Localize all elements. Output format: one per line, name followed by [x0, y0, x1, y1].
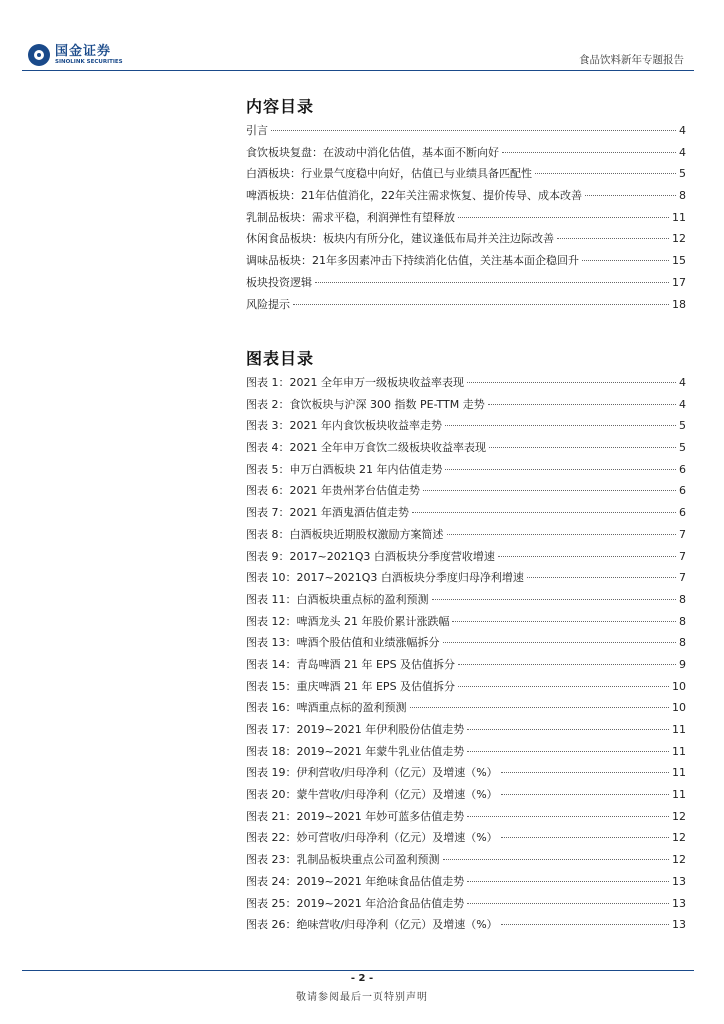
figure-entry-page: 11 [672, 766, 686, 780]
dot-leader [467, 903, 669, 904]
figure-entry-page: 7 [679, 527, 686, 541]
figure-entry-page: 9 [679, 657, 686, 671]
dot-leader [458, 686, 669, 687]
dot-leader [467, 881, 669, 882]
toc-entry-text: 引言 [246, 124, 268, 137]
dot-leader [423, 490, 676, 491]
dot-leader [557, 238, 669, 239]
figure-entry-text: 图表 1：2021 全年申万一级板块收益率表现 [246, 376, 464, 389]
toc-entry-text: 板块投资逻辑 [246, 275, 312, 289]
toc-entry-page: 5 [679, 167, 686, 181]
figure-entry[interactable] [246, 808, 686, 830]
figure-entry-page: 13 [672, 874, 686, 888]
figure-entry[interactable] [246, 482, 686, 504]
figure-entry-text: 图表 7：2021 年酒鬼酒估值走势 [246, 506, 409, 520]
dot-leader [293, 304, 669, 305]
figure-entry[interactable] [246, 613, 686, 635]
page-header [22, 40, 694, 74]
company-logo [28, 42, 123, 68]
figure-entry-text: 图表 4：2021 全年申万食饮二级板块收益率表现 [246, 441, 486, 455]
dot-leader [467, 816, 669, 817]
logo-icon [28, 44, 50, 66]
figure-entry-page: 8 [679, 592, 686, 606]
figure-entry-text: 图表 18：2019~2021 年蒙牛乳业估值走势 [246, 744, 465, 758]
toc-entry-text: 调味品板块：21年多因素冲击下持续消化估值，关注基本面企稳回升 [246, 254, 579, 268]
figure-entry-page: 13 [672, 896, 686, 910]
header-divider [22, 70, 694, 71]
figure-entry[interactable] [246, 678, 686, 700]
dot-leader [501, 794, 669, 795]
figure-entry-page: 11 [672, 723, 686, 736]
dot-leader [467, 751, 669, 752]
toc-title: 内容目录 [246, 97, 315, 116]
figure-entry[interactable] [246, 743, 686, 765]
figures-title: 图表目录 [246, 349, 315, 368]
dot-leader [412, 512, 676, 513]
figure-entry-text: 图表 3：2021 年内食饮板块收益率走势 [246, 419, 442, 433]
dot-leader [467, 729, 669, 730]
figure-entry-page: 7 [679, 549, 686, 563]
toc-entry-text: 白酒板块：行业景气度稳中向好，估值已与业绩具备匹配性 [246, 167, 532, 181]
dot-leader [498, 556, 676, 557]
dot-leader [527, 577, 676, 578]
figure-entry-text: 图表 17：2019~2021 年伊利股份估值走势 [246, 723, 465, 736]
figure-entry[interactable] [246, 721, 686, 743]
figure-entry[interactable] [246, 656, 686, 678]
toc-entry[interactable] [246, 252, 686, 274]
toc-entry[interactable] [246, 230, 686, 252]
figure-entry[interactable] [246, 764, 686, 786]
figure-entry[interactable] [246, 548, 686, 570]
figure-entry-page: 5 [679, 419, 686, 433]
toc-entry[interactable] [246, 122, 686, 144]
figure-entry[interactable] [246, 873, 686, 895]
toc-entry-page: 4 [679, 124, 686, 137]
footer-divider [22, 970, 694, 971]
figure-entry[interactable] [246, 829, 686, 851]
figure-entry-page: 4 [679, 376, 686, 389]
figure-entry-page: 8 [679, 614, 686, 628]
figure-entry[interactable] [246, 526, 686, 548]
figure-entry[interactable] [246, 504, 686, 526]
figure-entry[interactable] [246, 699, 686, 721]
figure-entry-page: 6 [679, 506, 686, 520]
logo-en-text: SINOLINK SECURITIES [55, 58, 123, 65]
toc-entry-text: 乳制品板块：需求平稳，利润弹性有望释放 [246, 210, 455, 224]
figure-entry[interactable] [246, 851, 686, 873]
figure-entry-text: 图表 25：2019~2021 年洽洽食品估值走势 [246, 896, 465, 910]
figure-entry-page: 4 [679, 397, 686, 411]
figure-entry-text: 图表 6：2021 年贵州茅台估值走势 [246, 484, 420, 498]
toc-entry-page: 8 [679, 189, 686, 203]
figure-entry[interactable] [246, 916, 686, 938]
dot-leader [447, 534, 677, 535]
dot-leader [501, 837, 669, 838]
figure-entry[interactable] [246, 417, 686, 439]
toc-entry-page: 18 [672, 297, 686, 311]
dot-leader [585, 195, 676, 196]
toc-entry-text: 风险提示 [246, 297, 290, 311]
figure-entry-text: 图表 14：青岛啤酒 21 年 EPS 及估值拆分 [246, 657, 456, 671]
figure-entry-text: 图表 24：2019~2021 年绝味食品估值走势 [246, 874, 465, 888]
figure-entry-page: 7 [679, 571, 686, 585]
toc-entry[interactable] [246, 274, 686, 296]
figure-entry[interactable] [246, 786, 686, 808]
toc-entry-text: 啤酒板块：21年估值消化，22年关注需求恢复、提价传导、成本改善 [246, 189, 582, 203]
dot-leader [458, 217, 669, 218]
toc-entry-page: 17 [672, 275, 686, 289]
logo-cn-text: 国金证券 [55, 43, 112, 59]
figure-entry-text: 图表 26：绝味营收/归母净利（亿元）及增速（%） [246, 918, 498, 932]
figure-entry-text: 图表 11：白酒板块重点标的盈利预测 [246, 592, 429, 606]
dot-leader [501, 924, 669, 925]
figure-entry-page: 11 [672, 744, 686, 758]
dot-leader [410, 707, 670, 708]
dot-leader [582, 260, 669, 261]
figure-entry-page: 13 [672, 918, 686, 932]
figure-entry-page: 10 [672, 679, 686, 693]
figure-entry-text: 图表 20：蒙牛营收/归母净利（亿元）及增速（%） [246, 788, 498, 802]
dot-leader [443, 642, 677, 643]
figure-entry-page: 8 [679, 636, 686, 650]
dot-leader [489, 447, 676, 448]
dot-leader [502, 152, 676, 153]
toc-entry[interactable] [246, 187, 686, 209]
toc-entry[interactable] [246, 144, 686, 166]
toc-entry-page: 12 [672, 232, 686, 246]
toc-list [246, 122, 686, 317]
disclaimer: 敬请参阅最后一页特别声明 [296, 992, 428, 1003]
figure-entry[interactable] [246, 591, 686, 613]
figure-entry[interactable] [246, 895, 686, 917]
figure-entry-page: 12 [672, 809, 686, 823]
page-number: - 2 - [350, 973, 374, 984]
toc-entry-page: 4 [679, 145, 686, 159]
figure-entry-text: 图表 9：2017~2021Q3 白酒板块分季度营收增速 [246, 549, 495, 563]
dot-leader [488, 404, 676, 405]
toc-entry[interactable] [246, 296, 686, 318]
toc-entry[interactable] [246, 209, 686, 231]
figure-entry-text: 图表 23：乳制品板块重点公司盈利预测 [246, 853, 440, 867]
toc-entry-text: 休闲食品板块：板块内有所分化，建议逢低布局并关注边际改善 [246, 232, 554, 246]
figure-entry[interactable] [246, 634, 686, 656]
figure-entry[interactable] [246, 439, 686, 461]
figure-entry-text: 图表 2：食饮板块与沪深 300 指数 PE-TTM 走势 [246, 397, 485, 411]
dot-leader [315, 282, 669, 283]
figure-entry-text: 图表 16：啤酒重点标的盈利预测 [246, 701, 407, 715]
figure-entry-page: 6 [679, 484, 686, 498]
figure-entry[interactable] [246, 569, 686, 591]
figure-entry-page: 10 [672, 701, 686, 715]
dot-leader [443, 859, 670, 860]
figures-list [246, 374, 686, 938]
figure-entry[interactable] [246, 374, 686, 396]
figure-entry[interactable] [246, 396, 686, 418]
dot-leader [445, 425, 676, 426]
toc-entry-page: 11 [672, 210, 686, 224]
dot-leader [271, 130, 676, 131]
figure-entry-page: 11 [672, 788, 686, 802]
dot-leader [535, 173, 676, 174]
figure-entry-text: 图表 10：2017~2021Q3 白酒板块分季度归母净利增速 [246, 571, 524, 585]
figure-entry-page: 12 [672, 853, 686, 867]
dot-leader [501, 772, 669, 773]
figure-entry-page: 12 [672, 831, 686, 845]
figure-entry-text: 图表 22：妙可营收/归母净利（亿元）及增速（%） [246, 831, 498, 845]
dot-leader [467, 382, 676, 383]
toc-entry-page: 15 [672, 254, 686, 268]
figure-entry-page: 6 [679, 462, 686, 476]
figure-entry-text: 图表 5：申万白酒板块 21 年内估值走势 [246, 462, 443, 476]
figure-entry-text: 图表 15：重庆啤酒 21 年 EPS 及估值拆分 [246, 679, 456, 693]
dot-leader [452, 621, 676, 622]
dot-leader [445, 469, 676, 470]
report-type: 食品饮料新年专题报告 [579, 54, 684, 66]
figure-entry-page: 5 [679, 441, 686, 455]
figure-entry-text: 图表 19：伊利营收/归母净利（亿元）及增速（%） [246, 766, 498, 780]
toc-entry-text: 食饮板块复盘：在波动中消化估值，基本面不断向好 [246, 145, 499, 159]
toc-entry[interactable] [246, 165, 686, 187]
figure-entry-text: 图表 8：白酒板块近期股权激励方案简述 [246, 527, 444, 541]
figure-entry-text: 图表 13：啤酒个股估值和业绩涨幅拆分 [246, 636, 440, 650]
dot-leader [432, 599, 677, 600]
figure-entry[interactable] [246, 461, 686, 483]
dot-leader [458, 664, 676, 665]
figure-entry-text: 图表 12：啤酒龙头 21 年股价累计涨跌幅 [246, 614, 450, 628]
figure-entry-text: 图表 21：2019~2021 年妙可蓝多估值走势 [246, 809, 465, 823]
